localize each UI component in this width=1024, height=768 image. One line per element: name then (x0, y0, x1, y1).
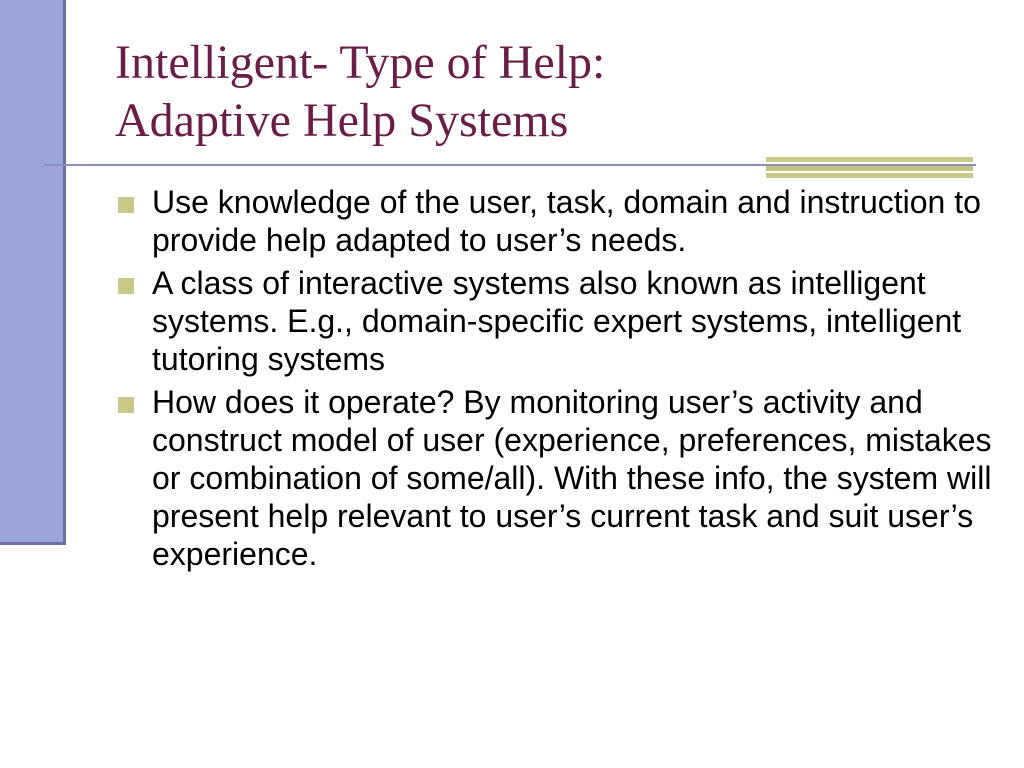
square-bullet-icon (118, 278, 134, 294)
bullet-item (114, 383, 994, 573)
accent-bars (766, 157, 973, 179)
accent-bar (766, 173, 973, 178)
bullet-item (114, 183, 994, 259)
bullet-text: A class of interactive systems also known as intelligent systems. E.g., domain-specific expert systems, intelligent tutoring systems (152, 265, 962, 377)
slide-title-line1: Intelligent- Type of Help: (115, 36, 606, 89)
bullet-list (114, 183, 994, 578)
slide-title (115, 34, 995, 150)
slide-title-line2: Adaptive Help Systems (115, 94, 569, 147)
bullet-item (114, 264, 994, 378)
accent-bar (766, 157, 973, 162)
square-bullet-icon (118, 197, 134, 213)
bullet-text: How does it operate? By monitoring user’s activity and construct model of user (experience, preferences, mistakes or combination of some/all). With these info, the system will present help relevant to user’s current task and suit user’s experience. (152, 384, 992, 572)
accent-bar (766, 166, 973, 171)
bullet-text: Use knowledge of the user, task, domain and instruction to provide help adapted to user’s needs. (152, 184, 981, 258)
square-bullet-icon (118, 397, 134, 413)
left-sidebar-bar (0, 0, 66, 545)
